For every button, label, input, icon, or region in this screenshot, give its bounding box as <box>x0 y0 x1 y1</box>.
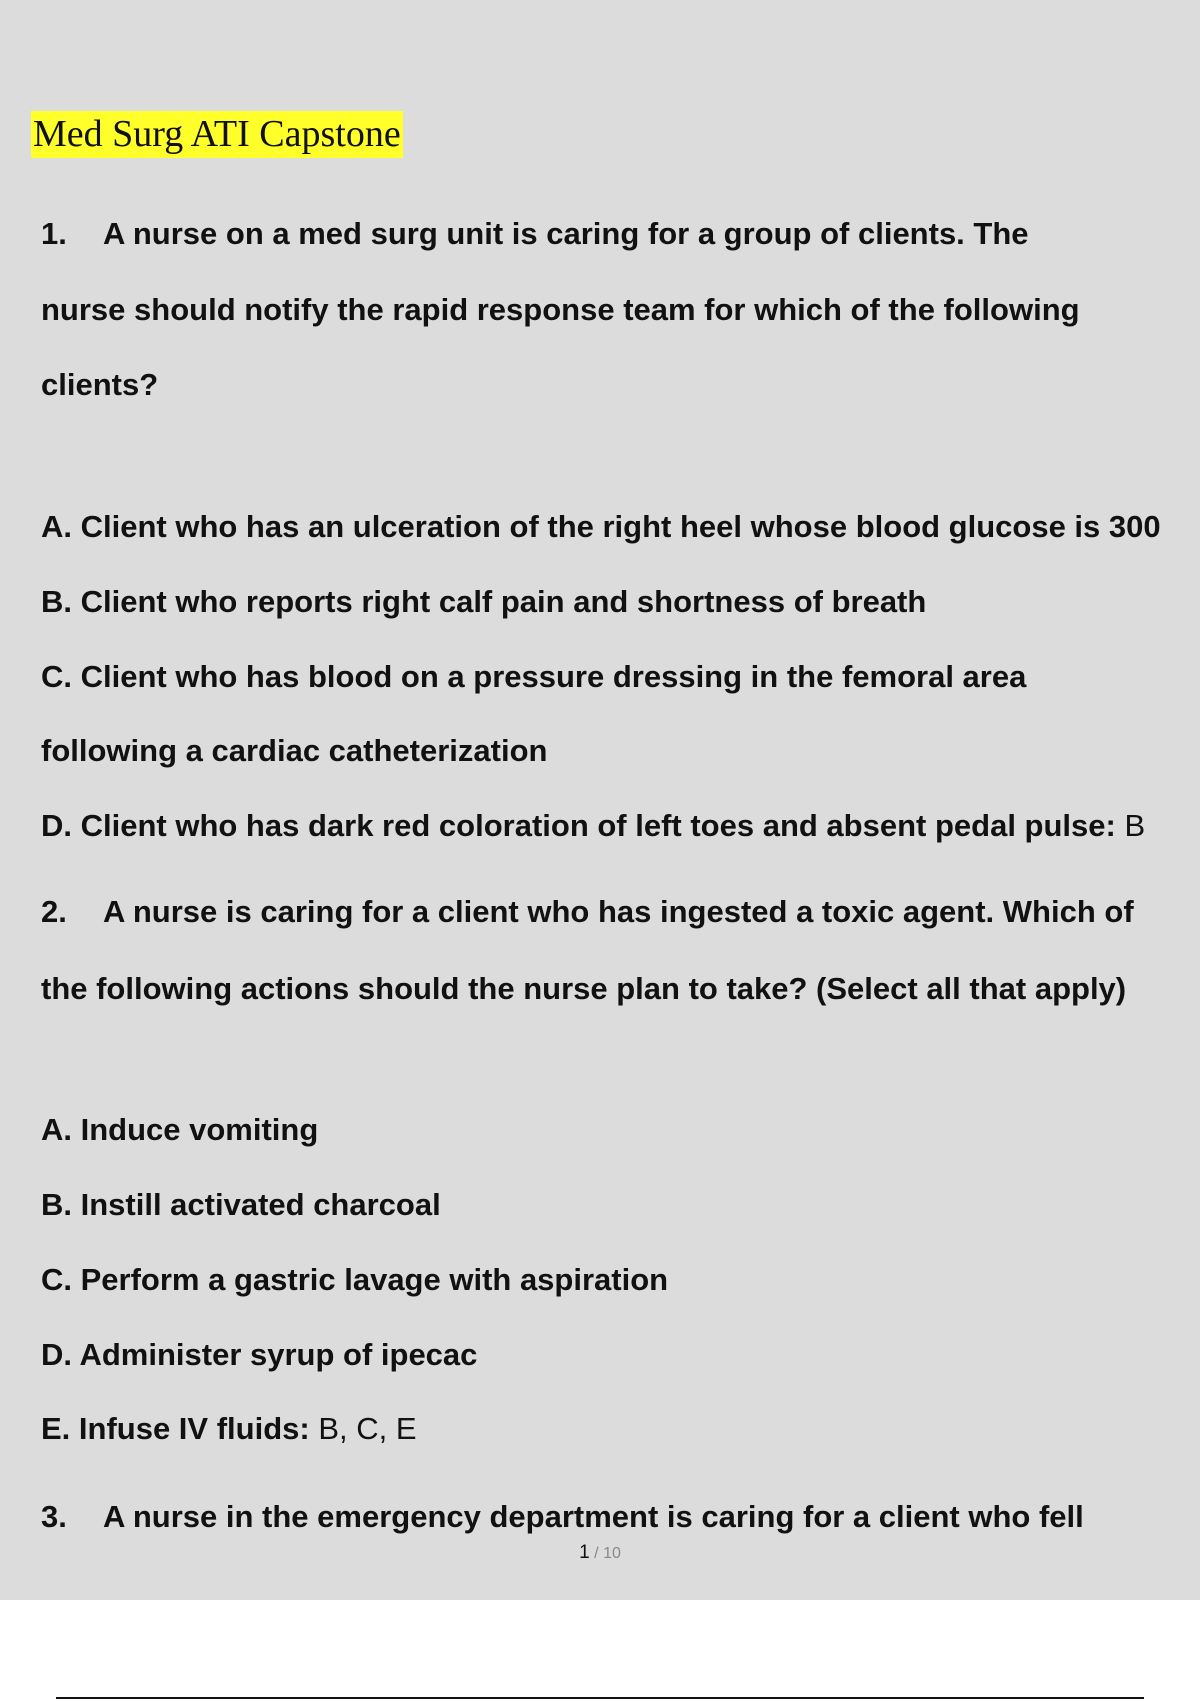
page-indicator <box>0 1542 1200 1564</box>
next-page-top-rule <box>56 1697 1144 1699</box>
question-2-option-e: E. Infuse IV fluids: B, C, E <box>41 1411 417 1446</box>
question-1-number: 1. <box>41 216 67 251</box>
question-1-answer: B <box>1115 808 1146 843</box>
question-1-option-b: B. Client who reports right calf pain and shortness of breath <box>41 584 927 619</box>
question-2-stem-line-1: 2. A nurse is caring for a client who has ingested a toxic agent. Which of <box>41 894 1134 929</box>
question-1-option-d: D. Client who has dark red coloration of left toes and absent pedal pulse: B <box>41 808 1146 843</box>
question-2-number: 2. <box>41 894 67 929</box>
question-1-option-c-continued: following a cardiac catheterization <box>41 733 548 768</box>
page-total: 10 <box>603 1545 621 1562</box>
question-1-stem-line-3: clients? <box>41 367 159 402</box>
page-current: 1 <box>579 1542 590 1563</box>
question-1-option-a: A. Client who has an ulceration of the right heel whose blood glucose is 300 <box>41 509 1161 544</box>
question-2-option-a: A. Induce vomiting <box>41 1112 319 1147</box>
question-2-stem-line-2: the following actions should the nurse plan to take? (Select all that apply) <box>41 971 1127 1006</box>
question-3-stem-line-1: 3. A nurse in the emergency department is caring for a client who fell <box>41 1499 1084 1534</box>
question-3-number: 3. <box>41 1499 67 1534</box>
question-1-stem-line-1: 1. A nurse on a med surg unit is caring for a group of clients. The <box>41 216 1029 251</box>
question-1-option-c: C. Client who has blood on a pressure dressing in the femoral area <box>41 659 1027 694</box>
question-1-stem-line-2: nurse should notify the rapid response team for which of the following <box>41 292 1080 327</box>
question-2-answer: B, C, E <box>309 1411 417 1446</box>
page-separator: / <box>589 1545 604 1562</box>
question-2-option-c: C. Perform a gastric lavage with aspiration <box>41 1262 669 1297</box>
question-2-option-d: D. Administer syrup of ipecac <box>41 1337 478 1372</box>
document-title: Med Surg ATI Capstone <box>31 111 403 158</box>
question-2-option-b: B. Instill activated charcoal <box>41 1187 441 1222</box>
